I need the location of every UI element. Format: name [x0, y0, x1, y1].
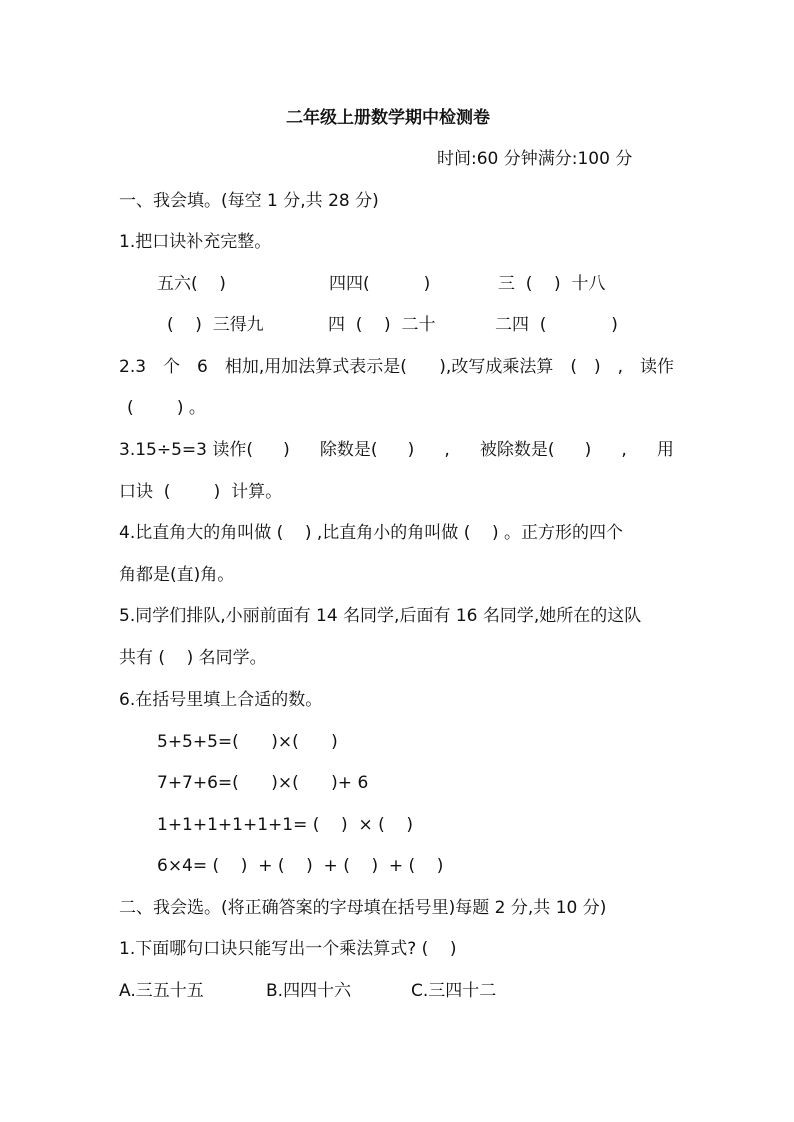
q1-r1-item: 三 ( ) 十八	[498, 274, 606, 294]
q6-item: 5+5+5=( )×( )	[157, 732, 338, 752]
q2-part: 6	[197, 357, 208, 377]
q2-line1	[119, 356, 674, 378]
q3-part: 除数是(	[319, 440, 378, 460]
q2-line2: ( ) 。	[127, 398, 206, 418]
s2-q1-options	[119, 980, 496, 1002]
section1-heading: 一、我会填。(每空 1 分,共 28 分)	[119, 191, 379, 211]
q3-part: 被除数是(	[479, 440, 555, 460]
q3-part: 用	[656, 440, 674, 460]
q3-part: 3.15÷5=3 读作(	[119, 440, 254, 460]
section2-heading: 二、我会选。(将正确答案的字母填在括号里)每题 2 分,共 10 分)	[119, 898, 607, 918]
q3-part: )	[283, 440, 290, 460]
q1-row1	[157, 273, 606, 295]
option-c: C.三四十二	[411, 981, 497, 1001]
q2-part: 相加,用加法算式表示是( ),改写成乘法算	[224, 357, 554, 377]
q6-item: 7+7+6=( )×( )+ 6	[157, 773, 369, 793]
q1-r2-item: 四 ( ) 二十	[328, 315, 436, 335]
q1-r1-item: 五六( )	[157, 274, 226, 294]
q1-r1-item: 四四( )	[329, 274, 431, 294]
q3-part: )	[584, 440, 592, 460]
q6-text: 6.在括号里填上合适的数。	[119, 690, 323, 710]
option-a: A.三五十五	[119, 981, 204, 1001]
q6-item: 6×4= ( ) + ( ) + ( ) + ( )	[157, 856, 444, 876]
option-b: B.四四十六	[266, 981, 352, 1001]
q2-part: 2.3	[119, 357, 147, 377]
page-title: 二年级上册数学期中检测卷	[286, 108, 490, 128]
q4-line1: 4.比直角大的角叫做 ( ) ,比直角小的角叫做 ( ) 。正方形的四个	[119, 523, 623, 543]
q1-r2-item: 二四 ( )	[495, 315, 618, 335]
q2-part: 读作	[639, 357, 674, 377]
s2-q1-text: 1.下面哪句口诀只能写出一个乘法算式? ( )	[119, 939, 457, 959]
q1-text: 1.把口诀补充完整。	[119, 232, 272, 252]
q3-line1	[119, 439, 674, 461]
q2-part: (	[570, 357, 577, 377]
q5-line2: 共有 ( ) 名同学。	[119, 648, 267, 668]
q1-r2-item: ( ) 三得九	[167, 315, 264, 335]
q3-part: ,	[621, 440, 627, 460]
q5-line1: 5.同学们排队,小丽前面有 14 名同学,后面有 16 名同学,她所在的这队	[119, 606, 642, 626]
q2-part: ,	[617, 357, 623, 377]
q2-part: )	[593, 357, 601, 377]
q2-part: 个	[163, 357, 181, 377]
q1-row2	[167, 314, 618, 336]
q3-part: ,	[444, 440, 450, 460]
q3-part: )	[407, 440, 415, 460]
exam-meta: 时间:60 分钟满分:100 分	[437, 149, 633, 169]
q3-line2: 口诀 ( ) 计算。	[119, 482, 283, 502]
q4-line2: 角都是(直)角。	[119, 565, 235, 585]
q6-item: 1+1+1+1+1+1= ( ) × ( )	[157, 815, 413, 835]
